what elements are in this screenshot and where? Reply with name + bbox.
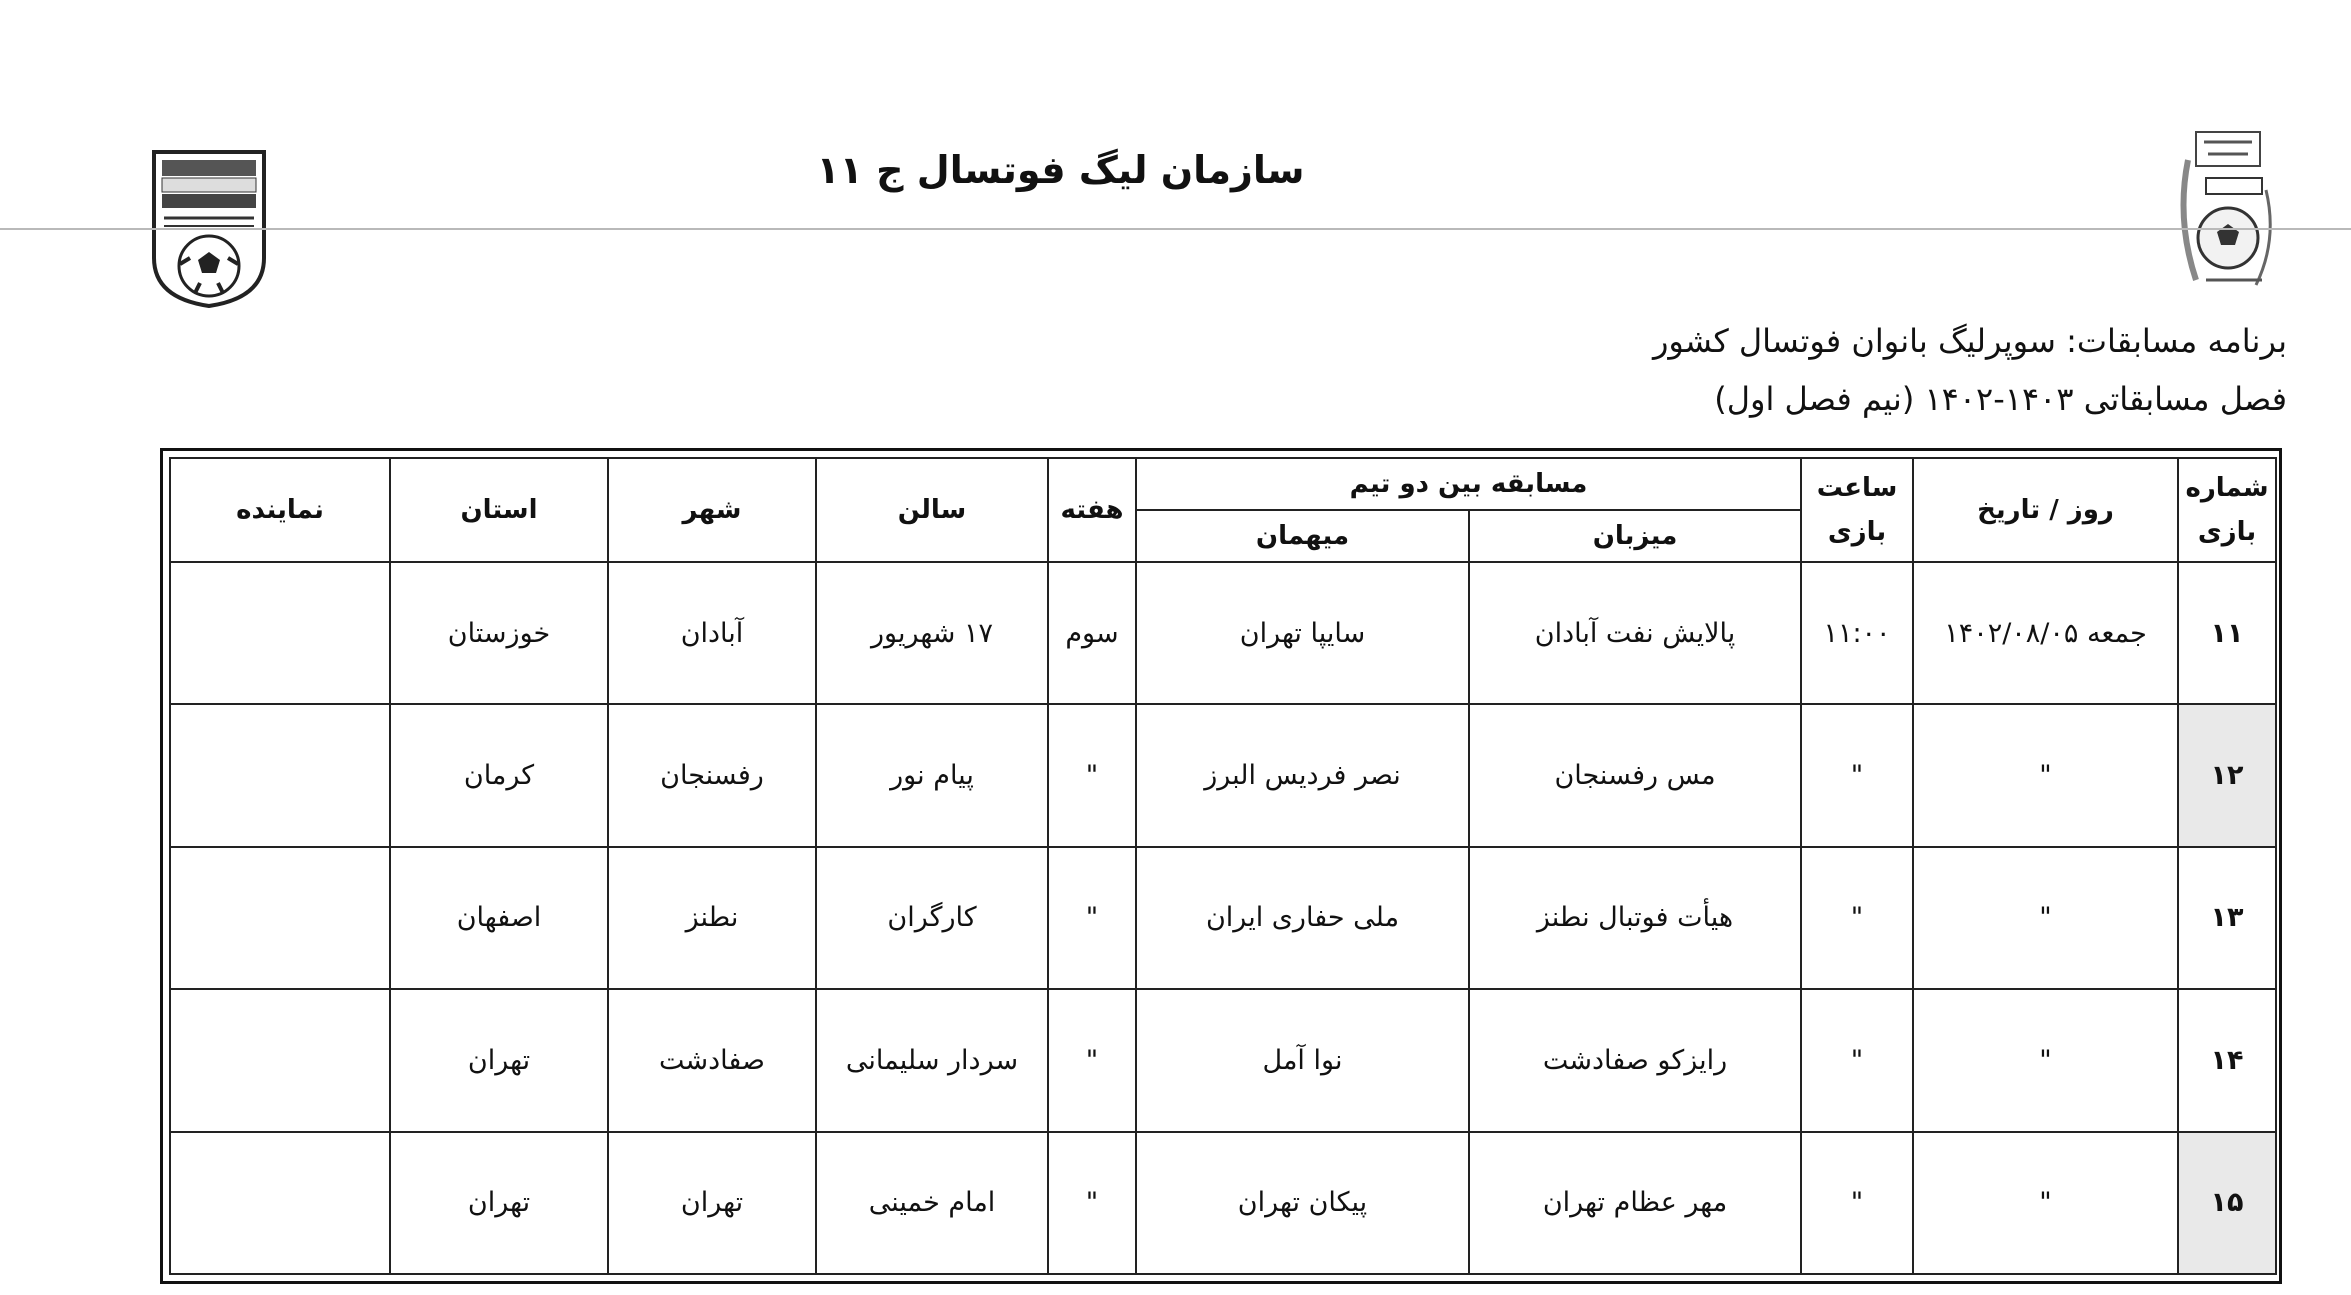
header-time: ساعت بازی: [1801, 458, 1913, 562]
match-hall: ۱۷ شهریور: [816, 562, 1048, 704]
match-number: ۱۱: [2178, 562, 2276, 704]
match-time: ۱۱:۰۰: [1801, 562, 1913, 704]
match-hall: پیام نور: [816, 704, 1048, 846]
match-time: ": [1801, 704, 1913, 846]
match-city: صفادشت: [608, 989, 816, 1131]
match-representative: [170, 847, 390, 989]
match-time: ": [1801, 1132, 1913, 1274]
match-city: تهران: [608, 1132, 816, 1274]
page-title: سازمان لیگ فوتسال ج ۱۱: [816, 148, 1305, 192]
table-row: [170, 562, 2276, 704]
match-number: ۱۵: [2178, 1132, 2276, 1274]
match-representative: [170, 562, 390, 704]
match-date: ": [1913, 704, 2178, 846]
guest-team: ملی حفاری ایران: [1136, 847, 1469, 989]
header-city: شهر: [608, 458, 816, 562]
match-number: ۱۳: [2178, 847, 2276, 989]
guest-team: پیکان تهران: [1136, 1132, 1469, 1274]
match-province: کرمان: [390, 704, 608, 846]
match-city: نطنز: [608, 847, 816, 989]
match-representative: [170, 704, 390, 846]
match-time: ": [1801, 989, 1913, 1131]
header-match-between: مسابقه بین دو تیم: [1136, 458, 1801, 510]
header-host: میزبان: [1469, 510, 1801, 562]
match-week: ": [1048, 704, 1136, 846]
header-guest: میهمان: [1136, 510, 1469, 562]
table-row: [170, 989, 2276, 1131]
host-team: رایزکو صفادشت: [1469, 989, 1801, 1131]
host-team: هیأت فوتبال نطنز: [1469, 847, 1801, 989]
competition-subtitle: برنامه مسابقات: سوپرلیگ بانوان فوتسال کشور: [1652, 322, 2287, 360]
match-week: ": [1048, 1132, 1136, 1274]
schedule-table: [169, 457, 2277, 1275]
header-hall: سالن: [816, 458, 1048, 562]
match-province: تهران: [390, 1132, 608, 1274]
match-hall: کارگران: [816, 847, 1048, 989]
match-province: تهران: [390, 989, 608, 1131]
host-team: مهر عظام تهران: [1469, 1132, 1801, 1274]
match-province: خوزستان: [390, 562, 608, 704]
header-match-no: شماره بازی: [2178, 458, 2276, 562]
match-week: سوم: [1048, 562, 1136, 704]
match-date: ": [1913, 1132, 2178, 1274]
header-week: هفته: [1048, 458, 1136, 562]
match-hall: امام خمینی: [816, 1132, 1048, 1274]
match-city: آبادان: [608, 562, 816, 704]
guest-team: سایپا تهران: [1136, 562, 1469, 704]
header-date: روز / تاریخ: [1913, 458, 2178, 562]
match-representative: [170, 1132, 390, 1274]
match-province: اصفهان: [390, 847, 608, 989]
guest-team: نصر فردیس البرز: [1136, 704, 1469, 846]
match-date: ": [1913, 847, 2178, 989]
match-date: جمعه ۱۴۰۲/۰۸/۰۵: [1913, 562, 2178, 704]
host-team: پالایش نفت آبادان: [1469, 562, 1801, 704]
match-hall: سردار سلیمانی: [816, 989, 1048, 1131]
table-row: [170, 1132, 2276, 1274]
season-subtitle: فصل مسابقاتی ۱۴۰۳-۱۴۰۲ (نیم فصل اول): [1714, 380, 2287, 418]
guest-team: نوا آمل: [1136, 989, 1469, 1131]
match-date: ": [1913, 989, 2178, 1131]
match-week: ": [1048, 989, 1136, 1131]
host-team: مس رفسنجان: [1469, 704, 1801, 846]
match-number: ۱۲: [2178, 704, 2276, 846]
header-province: استان: [390, 458, 608, 562]
match-city: رفسنجان: [608, 704, 816, 846]
table-row: [170, 704, 2276, 846]
match-representative: [170, 989, 390, 1131]
table-row: [170, 847, 2276, 989]
header-representative: نماینده: [170, 458, 390, 562]
header-divider: [0, 228, 2351, 230]
match-time: ": [1801, 847, 1913, 989]
schedule-table-frame: [160, 448, 2282, 1284]
match-number: ۱۴: [2178, 989, 2276, 1131]
match-week: ": [1048, 847, 1136, 989]
